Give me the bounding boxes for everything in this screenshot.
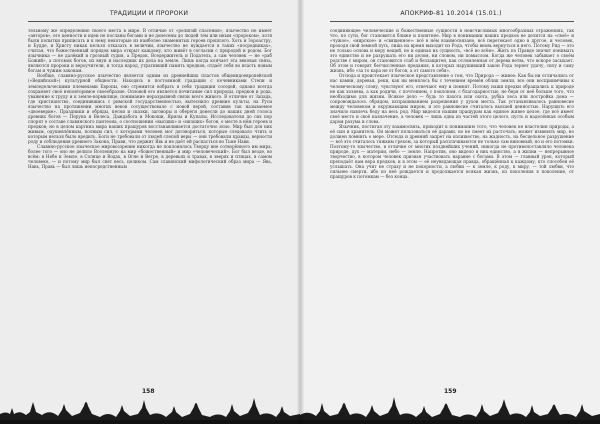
right-city-silhouette xyxy=(300,384,600,424)
left-paragraph-3: Славяно-русское языческое мировоззрение никогда не поклонялось Творцу вне сотворённого им мира, более того — оно не делило Вселенную на мир «божественный» и мир «человеческий». Бог был везде, во всём: в Небе и Земле, в Солнце и Водах, в Огне и Ветре, в деревьях и травах, в зверях и птицах, в самом человеке, — и потому мир был свят весь, целиком. Сам славянский мифологический образ мира — Явь, Навь, Правь — был лишь непосредственным xyxy=(28,144,272,170)
left-running-head: ТРАДИЦИИ И ПРОРОКИ xyxy=(109,10,189,17)
right-header-rule xyxy=(330,21,574,22)
left-page-text xyxy=(28,28,272,169)
left-city-silhouette xyxy=(0,384,300,424)
left-page-number: 158 xyxy=(142,388,155,395)
right-paragraph-2: Отсюда и проистекает языческое представление о том, что Природа — живое: Как бы ни отличались от нас камни, деревья, реки, как ни менялось бы с течением времён облик земли, все они восприимчивы к человеческому слову, чувствуют его, отвечают ему и помнят. Потому наши предки обращались к природе не как хозяева, а как родичи, с почтением, с поклоном, с благодарностью, не беря от неё больше того, что необходимо для жизни. Всякое дело — будь то пахота или охота, рубка леса или постройка дома — сопровождалось обрядом, испрашиванием разрешения у духов места. Так устанавливалось равновесие между человеком и окружающим миром, и это равновесие считалось высшей ценностью. Нарушить его значило навлечь беду на весь род. Мир виделся нашим пращурам как единое живое целое, где всё имеет своё место и своё назначение, а человек — лишь одна из частей этого целого, пусть и наделённая особым даром разума и слова. xyxy=(330,73,574,124)
right-paragraph-1: соединяющее человеческие и божественные сущности в неисчислимых многообразных отражениях, так что, по сути, бог становится ближе и понятнее. Мир в понимании наших предков не делится на «своё» и «чужое», «мирское» и «священное»: всё в нём взаимосвязано, всё перетекает одно в другое, и человек, проходя свой земной путь, лишь на время выходит из Рода, чтобы вновь вернуться в него. Потому Рид — это не только основа и меру вещей, но и единая их сущность, «всё во всём». Жить по Правде значит понимать это единство и не разрушать его ни делом, ни словом, ни помыслом. Когда же человек забывает о своём родстве с миром, он становится слаб и беззащитен, как отломленная от дерева ветвь, что вскоре засыхает. Об этом и говорят бесчисленные предания, в которых нарушивший закон Рода теряет удачу, силу и саму жизнь, ибо «за то кара не от богов, а от самого себя». xyxy=(330,28,574,74)
book-gutter xyxy=(297,0,304,424)
left-header-rule xyxy=(28,21,272,22)
left-paragraph-2: Вообще, славяно-русское язычество является одним из древнейших пластов общеиндоевропейской («Ведийской») культурной общности. Находясь в постоянной градации с кочевниками Степи и земледельческими племенами Европы, оно стремится вобрать в себя традиции соседей, однако всегда сохраняет своё неповторимое своеобразие. Основой его является почитание сил природы, предков и рода, уважение к труду и к земле-кормилице, понимание неразрывной связи всего живого. В отличие от Запада, где христианство, соединившись с римской государственностью, вытеснило древние культы, на Руси язычество на протяжении многих веков сосуществовало с новой верой, составив так называемое «двоеверие». Праздники и обряды, песни и сказки, заговоры и обереги донесли до наших дней голоса древних богов — Перуна и Велеса, Даждьбога и Мокоши, Ярилы и Купалы. Исследователи до сих пор спорят о составе славянского пантеона, о соотношении «высших» и «низших» богов, о месте в нём героев и предков; но в целом картина мира наших пращуров восстанавливается достаточно ясно. Мир был для них живым, одушевлённым, полным сил, с которыми человек мог договориться, которые следовало чтить и которым нельзя было вредить. Боги не требовали от людей слепой веры — они требовали правды, верности роду и соблюдения древнего Закона, Прави, что держит Явь и не даёт ей распасться во Тьме Нави. xyxy=(28,73,272,145)
right-page xyxy=(300,0,600,424)
left-paragraph-1: тельному же определению своего места в мире. В отличие от «религий спасения», язычество не имеет «авторов», его ценности и идеи не посланы богами и не донесены до людей тем или иным «пророком», хотя были попытки приписать и к нему некоторые из наиболее знаменитых героев прошлого. Хоть и Зороастру, и Будде, и Христу никак нельзя отказать в величии, язычество не нуждается в таких «посредниках», считая, что божественный порядок мира открыт каждому, кто живёт в согласии с природой и родом. Бог язычника — не далёкий и грозный судия, а Предок, Вседержитель и Податель, а сам человек — не «раб Божий», а потомок богов, их внук и наследник их дела на земле. Лишь когда кончает эта вековая связь, являются пророки и вероучители, и тогда народ, утративший память предков, отдаёт себя во власть новым богам и чужим законам. xyxy=(28,28,272,74)
right-page-text xyxy=(330,28,574,179)
right-running-head: АПОКРИФ-81 10.2014 (15.01.) xyxy=(400,10,502,17)
right-page-number: 159 xyxy=(444,388,457,395)
right-paragraph-3: Язычник, постигая эту взаимосвязь, приходит к пониманию того, что человек не властелин природы, а её сын и хранитель. Он может пользоваться её дарами, но не смеет их расточать; может изменять мир, но должен помнить о мере. Отсюда и древний запрет на излишество, на жадность, на бесцельное разрушение — всё это считалось тяжким грехом, за который расплачиваются не только сам виновный, но и его потомки. Поэтому-то язычество, в отличие от многих позднейших учений, никогда не противопоставляло человека природе, дух — материи, небо — земле. Напротив, оно видело в них единство, а в жизни — непрерывное творчество, в котором человек призван участвовать наравне с богами. В этом — главный урок, который преподаёт нам вера предков, и в этом — её неувядающая правда, обращённая к каждому, кто способен её услышать. Она учит не страху и не покорности, а любви — к земле, к роду, к миру, — той любви, что сильнее смерти, ибо из неё рождается и продолжается всякая жизнь, из поколения в поколение, от пращуров к потомкам — без конца. xyxy=(330,123,574,180)
